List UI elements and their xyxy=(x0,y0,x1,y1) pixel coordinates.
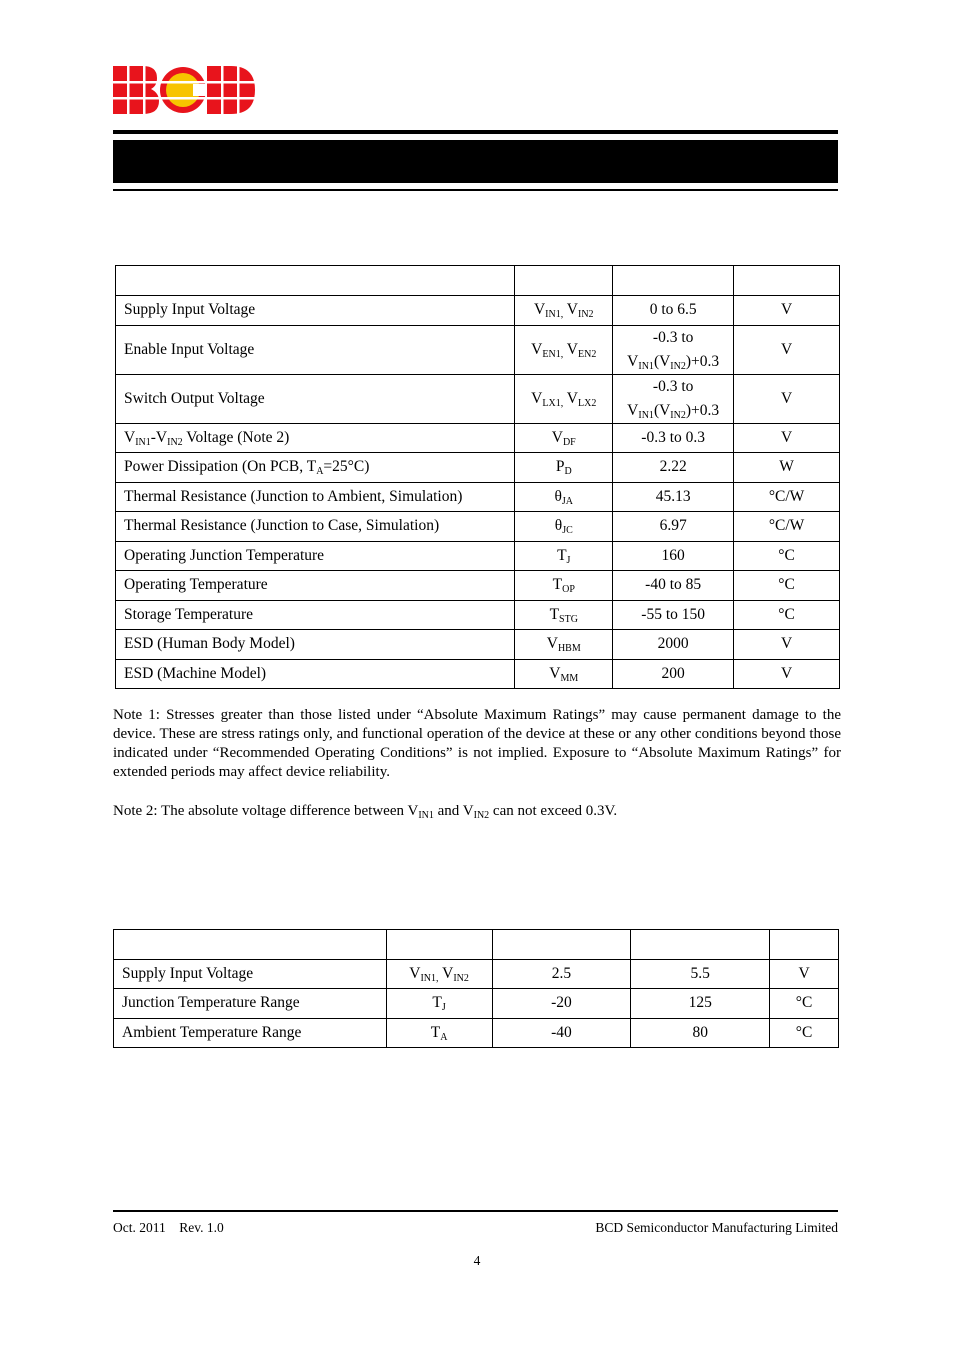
header-cell xyxy=(116,266,515,296)
table-header-row xyxy=(116,266,840,296)
header-cell xyxy=(114,930,387,960)
min-cell: -20 xyxy=(492,989,631,1019)
symbol-cell: $V_{MM}$ xyxy=(515,659,613,689)
table-row xyxy=(116,659,840,689)
note-2: Note 2: The absolute voltage difference between $V_{IN1}$ and $V_{IN2}$ can not exceed 0.3V. xyxy=(113,803,618,821)
unit-cell: V xyxy=(734,374,840,423)
symbol-cell: $T_A$ xyxy=(386,1018,492,1048)
unit-cell: V xyxy=(734,296,840,326)
recommended-operating-conditions-table xyxy=(113,929,839,1048)
symbol-cell: $T_{STG}$ xyxy=(515,600,613,630)
unit-cell: °C xyxy=(734,541,840,571)
parameter-cell: Power Dissipation (On PCB, $T_A=25^\circ C$) xyxy=(116,453,515,483)
table-row xyxy=(116,453,840,483)
value-cell: 0 to 6.5 xyxy=(613,296,734,326)
header-underline xyxy=(113,189,838,191)
min-cell: -40 xyxy=(492,1018,631,1048)
min-cell: 2.5 xyxy=(492,959,631,989)
value-cell: 2.22 xyxy=(613,453,734,483)
parameter-cell: Junction Temperature Range xyxy=(114,989,387,1019)
bcd-logo xyxy=(113,66,255,114)
symbol-cell: $T_{OP}$ xyxy=(515,571,613,601)
parameter-cell: Thermal Resistance (Junction to Case, Simulation) xyxy=(116,512,515,542)
table-row xyxy=(116,630,840,660)
parameter-cell: Supply Input Voltage xyxy=(116,296,515,326)
symbol-cell: $V_{HBM}$ xyxy=(515,630,613,660)
header-cell xyxy=(515,266,613,296)
note-1: Note 1: Stresses greater than those listed under “Absolute Maximum Ratings” may cause permanent damage to the device. These are stress ratings only, and functional operation of the device at these or any other conditions beyond those indicated under “Recommended Operating Conditions” is not implied. Exposure to “Absolute Maximum Ratings” for extended periods may affect device reliability. xyxy=(113,707,841,780)
symbol-cell: $V_{DF}$ xyxy=(515,423,613,453)
page-number: 4 xyxy=(473,1253,481,1268)
symbol-cell: $V_{IN1,}$ $V_{IN2}$ xyxy=(386,959,492,989)
value-cell: 160 xyxy=(613,541,734,571)
unit-cell: °C/W xyxy=(734,482,840,512)
table-row xyxy=(116,423,840,453)
symbol-cell: $V_{IN1,}$ $V_{IN2}$ xyxy=(515,296,613,326)
symbol-cell: $T_J$ xyxy=(515,541,613,571)
header-cell xyxy=(613,266,734,296)
header-cell xyxy=(631,930,770,960)
table-row xyxy=(116,374,840,423)
value-cell: 200 xyxy=(613,659,734,689)
table-row xyxy=(114,1018,839,1048)
value-cell: 45.13 xyxy=(613,482,734,512)
unit-cell: °C xyxy=(734,600,840,630)
symbol-cell: $P_D$ xyxy=(515,453,613,483)
footer-rule xyxy=(113,1210,838,1212)
table-header-row xyxy=(114,930,839,960)
unit-cell: V xyxy=(734,630,840,660)
section-title-bar xyxy=(113,140,838,183)
value-cell: 2000 xyxy=(613,630,734,660)
symbol-cell: $\theta_{JC}$ xyxy=(515,512,613,542)
parameter-cell: ESD (Machine Model) xyxy=(116,659,515,689)
unit-cell: V xyxy=(734,659,840,689)
table-row xyxy=(116,482,840,512)
symbol-cell: $V_{EN1,}$ $V_{EN2}$ xyxy=(515,325,613,374)
unit-cell: °C xyxy=(770,1018,839,1048)
parameter-cell: Storage Temperature xyxy=(116,600,515,630)
header-rule xyxy=(113,130,838,134)
unit-cell: V xyxy=(734,423,840,453)
value-cell: -55 to 150 xyxy=(613,600,734,630)
parameter-cell: Ambient Temperature Range xyxy=(114,1018,387,1048)
table-row xyxy=(116,512,840,542)
max-cell: 125 xyxy=(631,989,770,1019)
symbol-cell: $T_J$ xyxy=(386,989,492,1019)
value-cell: -0.3 to $V_{IN1}(V_{IN2})+0.3$ xyxy=(613,374,734,423)
table-row xyxy=(114,989,839,1019)
parameter-cell: Operating Temperature xyxy=(116,571,515,601)
value-cell: -40 to 85 xyxy=(613,571,734,601)
table-row xyxy=(116,571,840,601)
parameter-cell: $V_{IN1}-V_{IN2}$ Voltage (Note 2) xyxy=(116,423,515,453)
unit-cell: V xyxy=(734,325,840,374)
table-row xyxy=(114,959,839,989)
value-cell: 6.97 xyxy=(613,512,734,542)
unit-cell: W xyxy=(734,453,840,483)
table-row xyxy=(116,325,840,374)
parameter-cell: Operating Junction Temperature xyxy=(116,541,515,571)
parameter-cell: Switch Output Voltage xyxy=(116,374,515,423)
symbol-cell: $V_{LX1,}$ $V_{LX2}$ xyxy=(515,374,613,423)
parameter-cell: Thermal Resistance (Junction to Ambient, Simulation) xyxy=(116,482,515,512)
table-row xyxy=(116,541,840,571)
header-cell xyxy=(734,266,840,296)
header-cell xyxy=(386,930,492,960)
unit-cell: °C/W xyxy=(734,512,840,542)
header-cell xyxy=(492,930,631,960)
footer-company: BCD Semiconductor Manufacturing Limited xyxy=(595,1220,838,1235)
parameter-cell: Supply Input Voltage xyxy=(114,959,387,989)
parameter-cell: ESD (Human Body Model) xyxy=(116,630,515,660)
unit-cell: V xyxy=(770,959,839,989)
max-cell: 5.5 xyxy=(631,959,770,989)
absolute-maximum-ratings-table xyxy=(115,265,840,689)
parameter-cell: Enable Input Voltage xyxy=(116,325,515,374)
value-cell: -0.3 to 0.3 xyxy=(613,423,734,453)
footer-date-revision: Oct. 2011 Rev. 1.0 xyxy=(113,1220,224,1235)
table-row xyxy=(116,296,840,326)
symbol-cell: $\theta_{JA}$ xyxy=(515,482,613,512)
header-cell xyxy=(770,930,839,960)
max-cell: 80 xyxy=(631,1018,770,1048)
unit-cell: °C xyxy=(734,571,840,601)
value-cell: -0.3 to $V_{IN1}(V_{IN2})+0.3$ xyxy=(613,325,734,374)
table-row xyxy=(116,600,840,630)
unit-cell: °C xyxy=(770,989,839,1019)
